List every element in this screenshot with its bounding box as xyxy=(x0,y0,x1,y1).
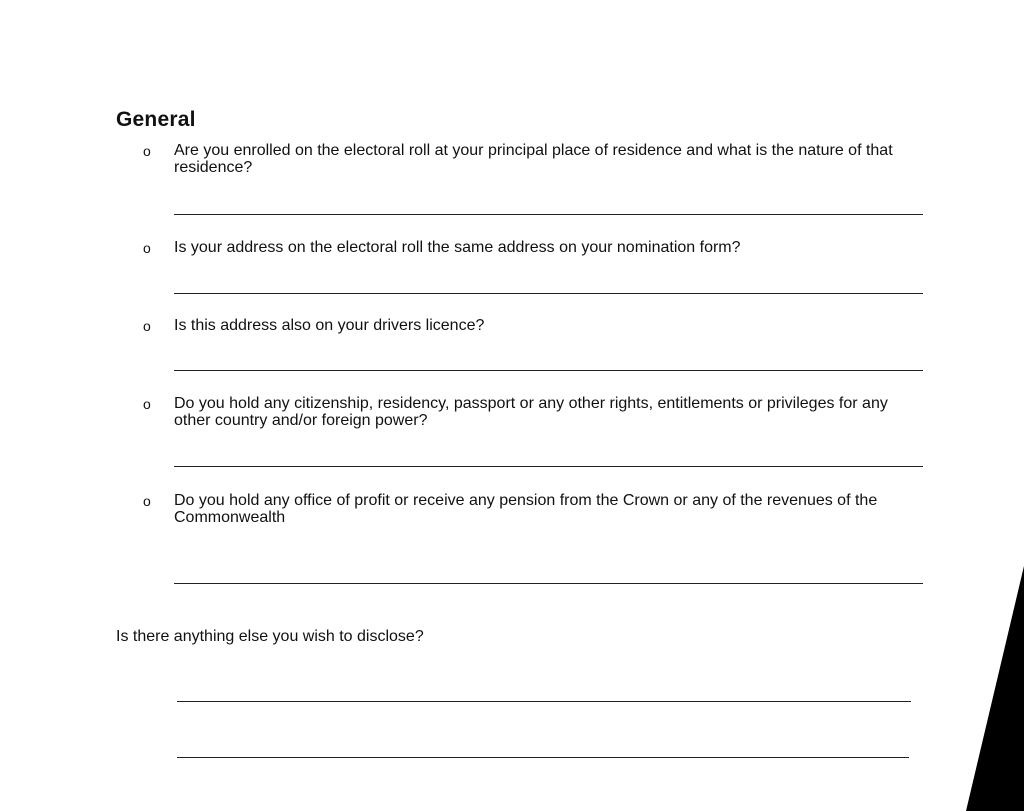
bullet-marker: o xyxy=(143,143,151,159)
question-text: Is your address on the electoral roll the same address on your nomination form? xyxy=(174,239,741,256)
disclosure-question: Is there anything else you wish to disclose? xyxy=(116,628,424,645)
question-text: Do you hold any office of profit or receive any pension from the Crown or any of the revenues of the Commonwealth xyxy=(174,492,878,526)
question-text: Do you hold any citizenship, residency, passport or any other rights, entitlements or privileges for any other country and/or foreign power? xyxy=(174,395,888,429)
answer-line[interactable] xyxy=(177,757,909,758)
answer-line[interactable] xyxy=(177,701,911,702)
answer-line[interactable] xyxy=(174,293,923,294)
answer-line[interactable] xyxy=(174,466,923,467)
scan-edge-shadow-shape xyxy=(966,566,1024,811)
bullet-marker: o xyxy=(143,318,151,334)
question-text: Are you enrolled on the electoral roll at your principal place of residence and what is the nature of that residence? xyxy=(174,142,893,176)
answer-line[interactable] xyxy=(174,214,923,215)
bullet-marker: o xyxy=(143,493,151,509)
answer-line[interactable] xyxy=(174,583,923,584)
bullet-marker: o xyxy=(143,240,151,256)
bullet-marker: o xyxy=(143,396,151,412)
question-text: Is this address also on your drivers licence? xyxy=(174,317,485,334)
section-heading: General xyxy=(116,108,196,131)
answer-line[interactable] xyxy=(174,370,923,371)
